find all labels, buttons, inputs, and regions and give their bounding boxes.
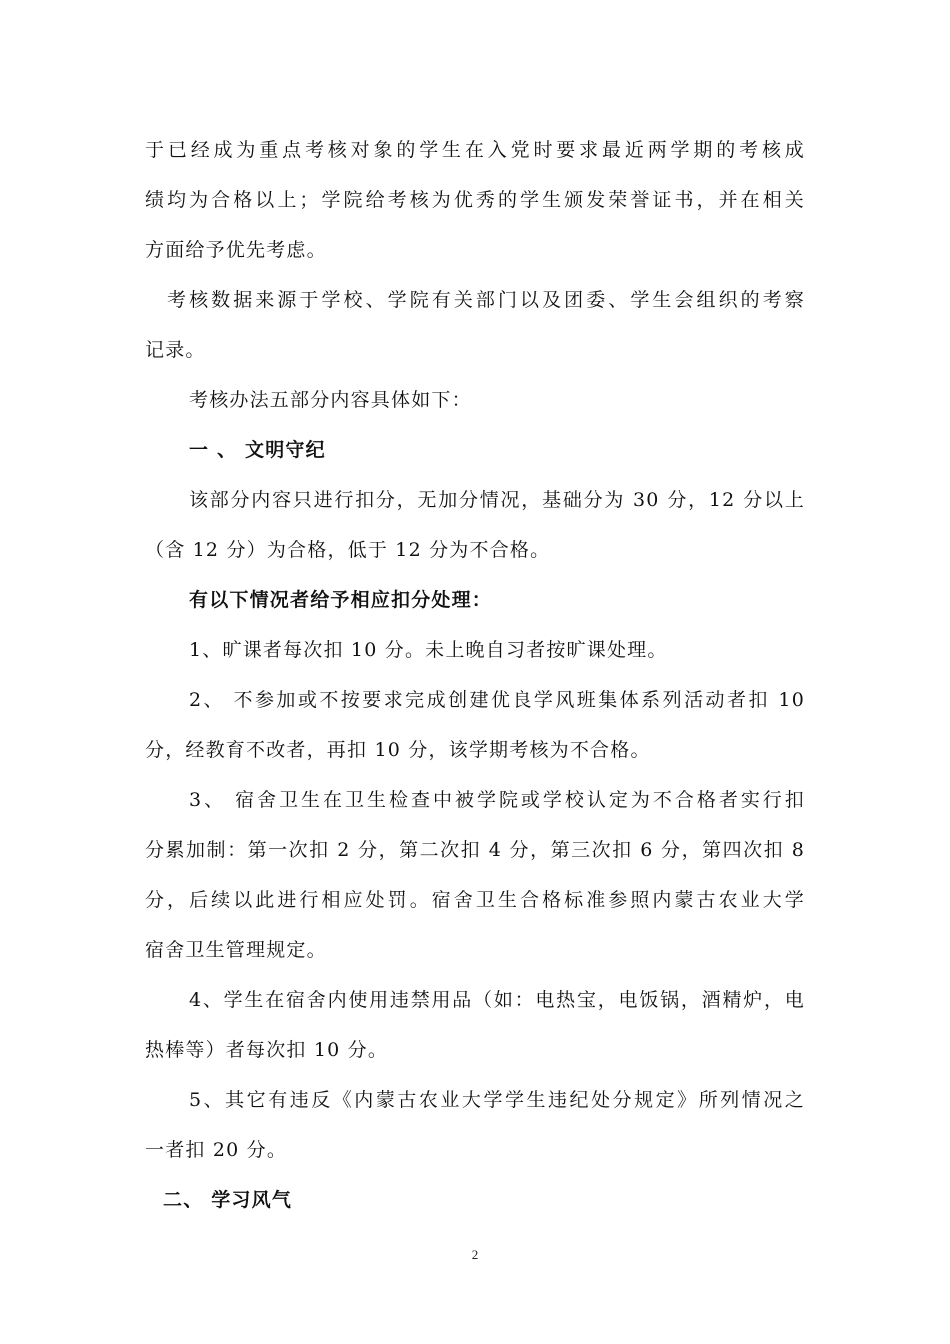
- body-text-line: 考核数据来源于学校、学院有关部门以及团委、学生会组织的考察: [167, 289, 805, 311]
- body-text-line: 记录。: [145, 339, 206, 361]
- subheading: 有以下情况者给予相应扣分处理：: [189, 589, 493, 611]
- list-item: 4、学生在宿舍内使用违禁用品（如：电热宝，电饭锅，酒精炉，电: [189, 989, 805, 1011]
- list-item-continuation: 宿舍卫生管理规定。: [145, 939, 327, 961]
- body-text-line: （含 12 分）为合格，低于 12 分为不合格。: [145, 539, 551, 561]
- list-item: 2、 不参加或不按要求完成创建优良学风班集体系列活动者扣 10: [189, 689, 805, 711]
- body-text-line: 该部分内容只进行扣分，无加分情况，基础分为 30 分，12 分以上: [189, 489, 805, 511]
- list-item: 3、 宿舍卫生在卫生检查中被学院或学校认定为不合格者实行扣: [189, 789, 805, 811]
- list-item-continuation: 分，后续以此进行相应处罚。宿舍卫生合格标准参照内蒙古农业大学: [145, 889, 805, 911]
- body-text-line: 绩均为合格以上；学院给考核为优秀的学生颁发荣誉证书，并在相关: [145, 189, 805, 211]
- list-item-continuation: 热棒等）者每次扣 10 分。: [145, 1039, 389, 1061]
- list-item-continuation: 一者扣 20 分。: [145, 1139, 288, 1161]
- list-item-continuation: 分累加制：第一次扣 2 分，第二次扣 4 分，第三次扣 6 分，第四次扣 8: [145, 839, 805, 861]
- section-heading: 二、 学习风气: [163, 1189, 293, 1211]
- page-number: 2: [471, 1247, 479, 1262]
- list-item: 5、其它有违反《内蒙古农业大学学生违纪处分规定》所列情况之: [189, 1089, 805, 1111]
- body-text-line: 考核办法五部分内容具体如下：: [189, 389, 472, 411]
- body-text-line: 于已经成为重点考核对象的学生在入党时要求最近两学期的考核成: [145, 139, 805, 161]
- body-text-line: 方面给予优先考虑。: [145, 239, 327, 261]
- section-heading: 一 、 文明守纪: [189, 439, 326, 461]
- list-item-continuation: 分，经教育不改者，再扣 10 分，该学期考核为不合格。: [145, 739, 651, 761]
- list-item: 1、旷课者每次扣 10 分。未上晚自习者按旷课处理。: [189, 639, 668, 661]
